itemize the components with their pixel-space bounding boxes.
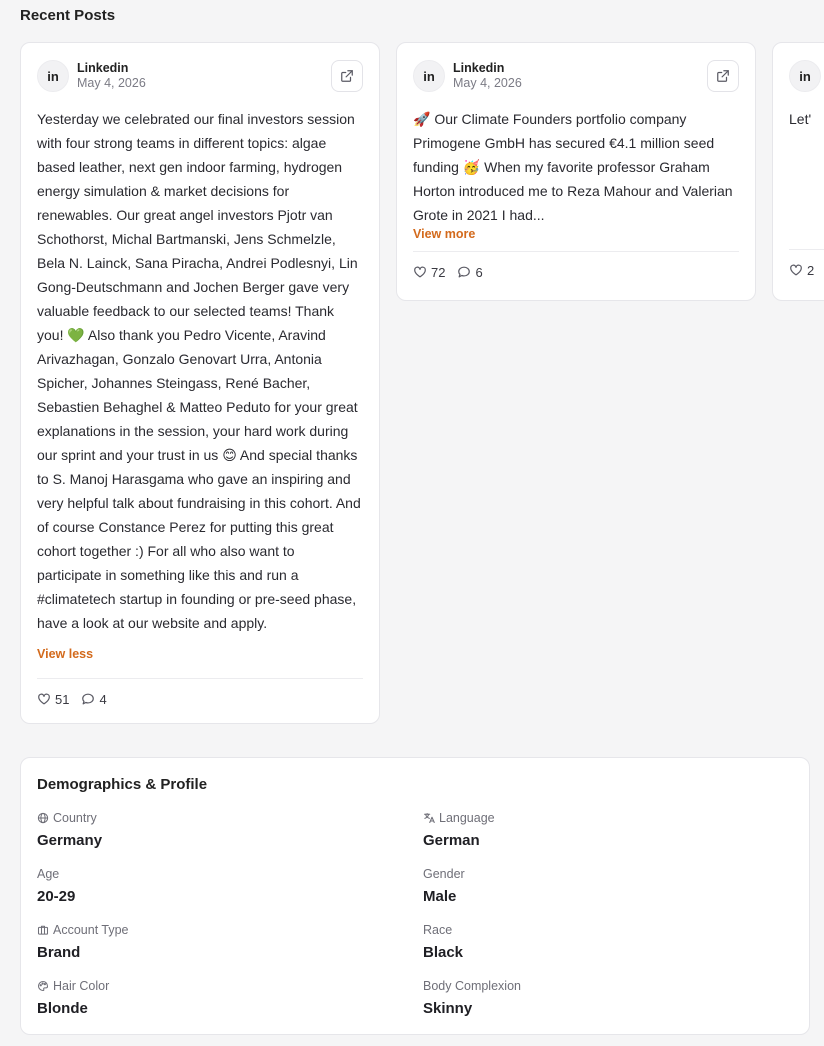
translate-icon: [423, 812, 435, 824]
age-value: 20-29: [37, 888, 76, 905]
gender-label: Gender: [423, 867, 465, 881]
heart-icon: [37, 692, 51, 706]
hair-color-field: [37, 978, 109, 1017]
likes-stat[interactable]: [37, 692, 69, 707]
palette-icon: [37, 980, 49, 992]
body-complexion-value: Skinny: [423, 1000, 473, 1017]
post-text: Let': [789, 111, 812, 127]
linkedin-icon: in: [413, 60, 445, 92]
race-value: Black: [423, 944, 464, 961]
post-header: [413, 59, 739, 93]
post-date: May 4, 2026: [453, 76, 522, 90]
comment-icon: [81, 692, 95, 706]
linkedin-icon: in: [789, 60, 821, 92]
view-less-link[interactable]: View less: [37, 647, 94, 661]
body-complexion-label: Body Complexion: [423, 979, 521, 993]
likes-stat[interactable]: [789, 263, 814, 278]
view-more-link[interactable]: View more: [413, 227, 476, 241]
age-label: Age: [37, 867, 60, 881]
gender-value: Male: [423, 888, 457, 905]
divider: [37, 678, 363, 679]
body-complexion-field: [423, 978, 521, 1017]
race-field: [423, 922, 463, 961]
post-text: Yesterday we celebrated our final investors session with four strong teams in different topics: algae based leather, next gen indoor farming, hydrogen energy simulation & market decisions for renewables. Our great angel investors Pjotr van Schothorst, Michal Bartmanski, Jens Schmelzle, Bela N. Lainck, Sana Piracha, Andrei Podlesnyi, Lin Gong-Deutschmann and Jochen Berger gave very valuable feedback to our selected teams! Thank you! 💚 Also thank you Pedro Vicente, Aravind Arivazhagan, Gonzalo Genovart Urra, Antonia Spicher, Johannes Steingass, René Bacher, Sebastien Behaghel & Matteo Peduto for your great explanations in the session, your hard work during our sprint and your trust in us 😊 And special thanks to S. Manoj Harasgama who gave an inspiring and very helpful talk about fundraising in this cohort. And of course Constance Perez for putting this great cohort together :) For all who also want to participate in something like this and run a #climatetech startup in founding or pre-seed phase, have a look at our website and apply.: [37, 111, 361, 631]
demographics-card: [20, 757, 810, 1035]
post-date: May 4, 2026: [77, 76, 146, 90]
account-type-label: Account Type: [53, 923, 129, 937]
external-link-icon: [340, 69, 354, 83]
demographics-title: Demographics & Profile: [37, 776, 208, 793]
likes-count: 51: [55, 691, 70, 707]
country-field: [37, 810, 102, 849]
post-platform: Linkedin: [77, 61, 129, 75]
post-platform: Linkedin: [453, 61, 505, 75]
comments-stat[interactable]: [81, 692, 106, 707]
likes-stat[interactable]: [413, 265, 445, 280]
comments-stat[interactable]: [457, 265, 482, 280]
hair-color-label: Hair Color: [53, 979, 110, 993]
post-header: [37, 59, 363, 93]
heart-icon: [789, 263, 803, 277]
race-label: Race: [423, 923, 453, 937]
post-text: 🚀 Our Climate Founders portfolio company Primogene GmbH has secured €4.1 million seed funding 🥳 When my favorite professor Graham Horton introduced me to Reza Mahour and Valerian Grote in 2021 I had...: [413, 111, 733, 223]
post-card: [396, 42, 756, 301]
posts-carousel[interactable]: [20, 42, 824, 732]
post-stats: [37, 689, 363, 709]
comment-icon: [457, 265, 471, 279]
language-value: German: [423, 832, 480, 849]
age-field: [37, 866, 75, 905]
country-label: Country: [53, 811, 97, 825]
post-card: [772, 42, 824, 301]
account-type-value: Brand: [37, 944, 81, 961]
comments-count: 4: [99, 691, 107, 707]
gender-field: [423, 866, 465, 905]
briefcase-icon: [37, 924, 49, 936]
post-stats: [789, 260, 824, 280]
account-type-field: [37, 922, 129, 961]
comments-count: 6: [475, 264, 483, 280]
heart-icon: [413, 265, 427, 279]
post-stats: [413, 262, 739, 282]
post-card: [20, 42, 380, 724]
post-meta: [453, 61, 522, 91]
country-value: Germany: [37, 832, 103, 849]
globe-icon: [37, 812, 49, 824]
divider: [789, 249, 824, 250]
language-label: Language: [439, 811, 495, 825]
open-external-button[interactable]: [707, 60, 739, 92]
post-meta: [77, 61, 146, 91]
likes-count: 72: [431, 264, 446, 280]
divider: [413, 251, 739, 252]
linkedin-icon: in: [37, 60, 69, 92]
language-field: [423, 810, 495, 849]
hair-color-value: Blonde: [37, 1000, 88, 1017]
likes-count: 2: [807, 262, 815, 278]
section-title: Recent Posts: [20, 7, 116, 24]
post-header: [789, 59, 824, 93]
open-external-button[interactable]: [331, 60, 363, 92]
external-link-icon: [716, 69, 730, 83]
